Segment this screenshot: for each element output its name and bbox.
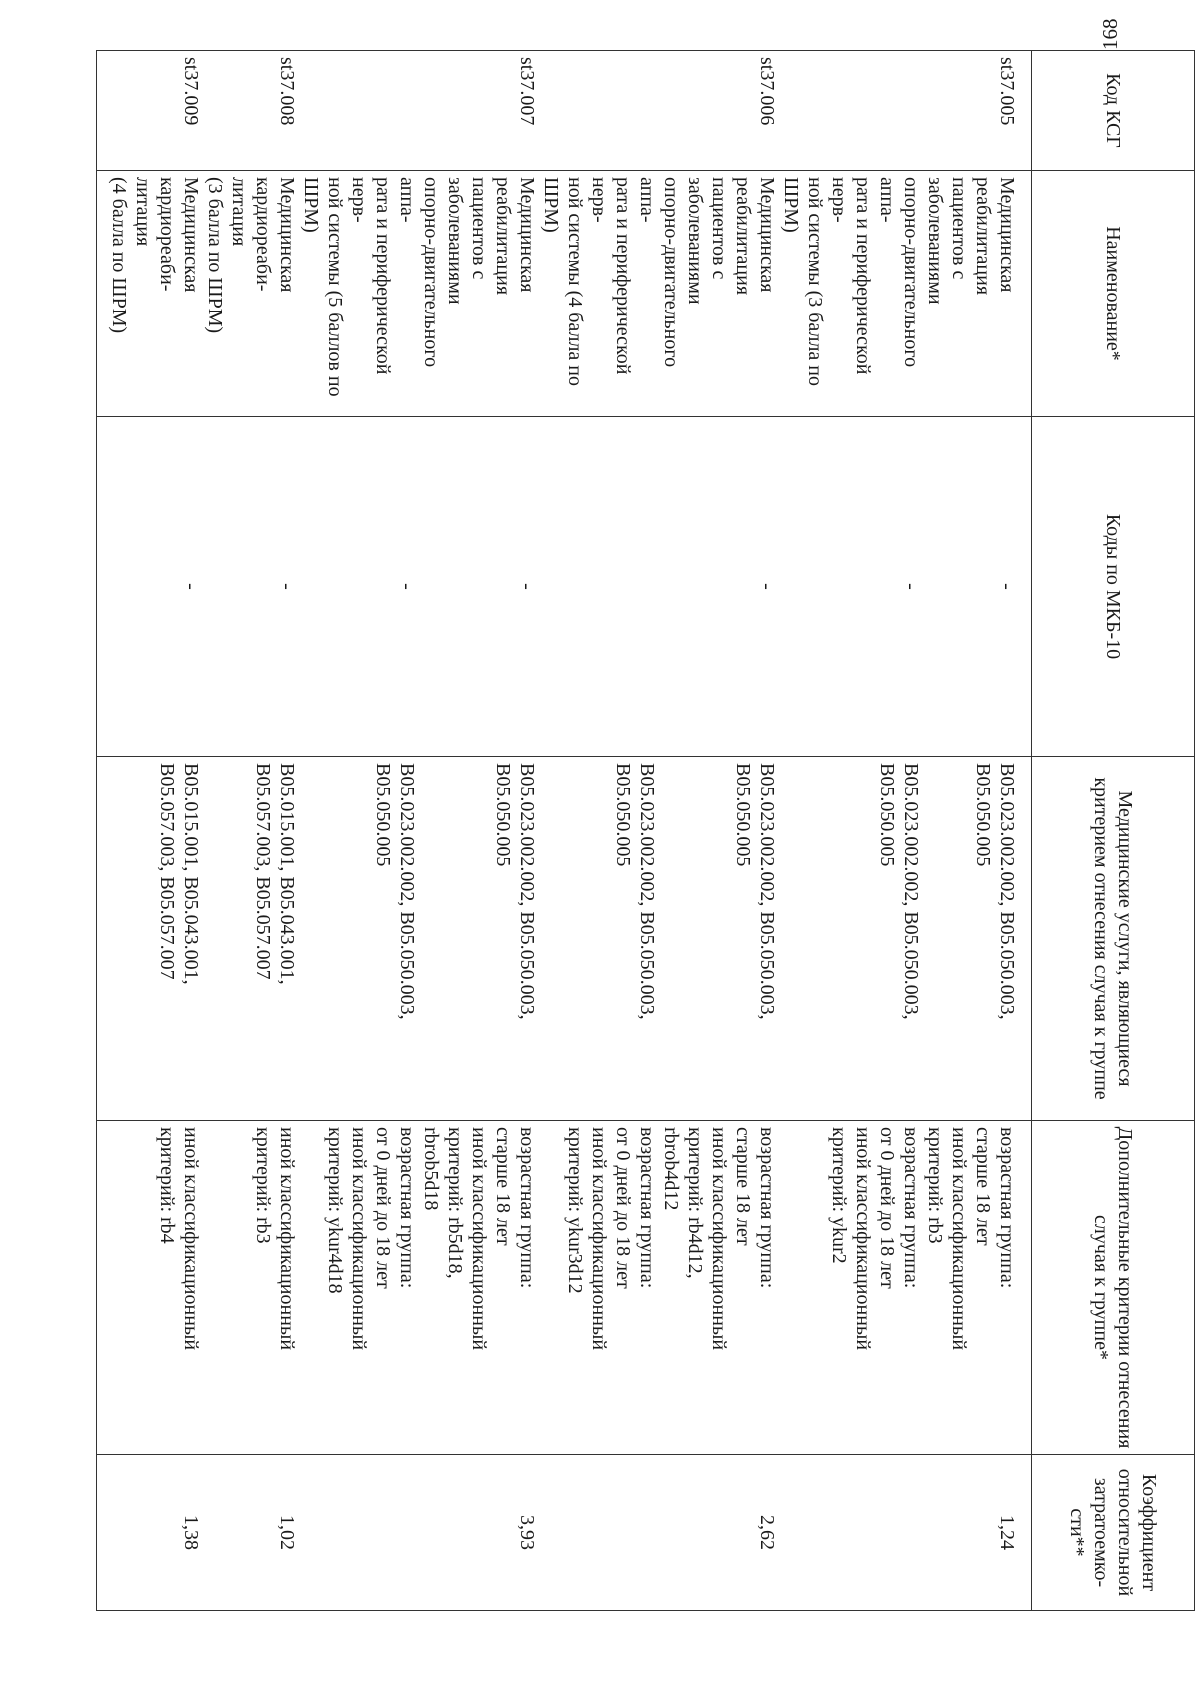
- criteria-line: критерий: ykur4d18: [324, 1127, 346, 1294]
- ksg-name-line: пациентов с заболеваниями: [924, 177, 970, 305]
- services-block: [155, 763, 203, 1114]
- service-line: B05.023.002.002, B05.050.003,: [516, 763, 538, 1020]
- header-coefficient: Коэффициент относительной затратоемко-сти**: [1032, 1455, 1195, 1611]
- criteria-line: возрастная группа:: [636, 1127, 658, 1289]
- ksg-code: st37.008: [276, 57, 298, 126]
- criteria-line: иной классификационный: [468, 1127, 490, 1351]
- criteria-block: [563, 1127, 659, 1448]
- criteria-block: [419, 1127, 539, 1448]
- services-block: [323, 763, 419, 1114]
- coefficient-value: 1,38: [180, 1515, 202, 1550]
- header-row: [1032, 51, 1195, 1611]
- ksg-name-line: ШРМ): [780, 177, 802, 233]
- ksg-code-cell: [203, 51, 299, 171]
- criteria-line: иной классификационный: [348, 1127, 370, 1351]
- criteria-line: старше 18 лет: [492, 1127, 514, 1246]
- service-line: B05.050.005: [612, 763, 634, 867]
- ksg-name-line: рата и периферической нерв-: [348, 177, 394, 375]
- ksg-name-line: пациентов с заболеваниями: [684, 177, 730, 305]
- ksg-name-line: литация: [228, 177, 250, 247]
- services-cell: [299, 757, 539, 1121]
- criteria-block: [251, 1127, 299, 1448]
- mkb-code: -: [180, 583, 202, 590]
- ksg-code: st37.007: [516, 57, 538, 126]
- service-line: B05.050.005: [876, 763, 898, 867]
- ksg-name-line: Медицинская реабилитация: [972, 177, 1018, 296]
- table-row: [539, 51, 779, 1611]
- ksg-code: st37.005: [996, 57, 1018, 126]
- mkb-code: -: [276, 583, 298, 590]
- table-row: [203, 51, 299, 1611]
- ksg-name-line: Медицинская реабилитация: [732, 177, 778, 296]
- criteria-line: иной классификационный: [588, 1127, 610, 1351]
- ksg-name: [203, 177, 299, 410]
- criteria-cell: [299, 1121, 539, 1455]
- ksg-name-cell: [299, 171, 539, 417]
- ksg-table: [96, 50, 1195, 1611]
- table-body: [97, 51, 1032, 1611]
- criteria-cell: [97, 1121, 204, 1455]
- rotated-table-sheet: [95, 50, 1195, 1610]
- criteria-line: возрастная группа:: [900, 1127, 922, 1289]
- service-line: B05.015.001, B05.043.001,: [180, 763, 202, 985]
- coefficient-value: 2,62: [756, 1515, 778, 1550]
- criteria-line: возрастная группа:: [756, 1127, 778, 1289]
- services-block: [563, 763, 659, 1114]
- ksg-name: [107, 177, 203, 410]
- criteria-line: старше 18 лет: [732, 1127, 754, 1246]
- ksg-name-line: ШРМ): [300, 177, 322, 233]
- service-line: B05.050.005: [972, 763, 994, 867]
- ksg-name-line: ШРМ): [540, 177, 562, 233]
- coefficient-value: 3,93: [516, 1515, 538, 1550]
- services-cell: [97, 757, 204, 1121]
- ksg-name-line: ной системы (3 балла по: [804, 177, 826, 387]
- criteria-line: возрастная группа:: [396, 1127, 418, 1289]
- ksg-name: [539, 177, 779, 410]
- service-line: B05.023.002.002, B05.050.003,: [900, 763, 922, 1020]
- mkb-code: -: [516, 583, 538, 590]
- service-line: B05.050.005: [732, 763, 754, 867]
- ksg-name-cell: [97, 171, 204, 417]
- service-line: B05.057.003, B05.057.007: [252, 763, 274, 980]
- ksg-name-cell: [779, 171, 1032, 417]
- ksg-name-line: опорно-двигательного аппа-: [636, 177, 682, 368]
- criteria-block: [155, 1127, 203, 1448]
- criteria-block: [323, 1127, 419, 1448]
- ksg-name-line: пациентов с заболеваниями: [444, 177, 490, 305]
- ksg-code-cell: [97, 51, 204, 171]
- service-line: B05.023.002.002, B05.050.003,: [756, 763, 778, 1020]
- criteria-line: критерий: rb4: [156, 1127, 178, 1244]
- service-line: B05.050.005: [492, 763, 514, 867]
- ksg-name-line: опорно-двигательного аппа-: [396, 177, 442, 368]
- criteria-cell: [539, 1121, 779, 1455]
- criteria-line: критерий: ykur2: [828, 1127, 850, 1264]
- ksg-name-line: рата и периферической нерв-: [828, 177, 874, 375]
- header-code: Код КСГ: [1032, 51, 1195, 171]
- criteria-cell: [203, 1121, 299, 1455]
- mkb-code: [563, 423, 659, 750]
- service-line: B05.023.002.002, B05.050.003,: [636, 763, 658, 1020]
- criteria-line: критерий: rb3: [252, 1127, 274, 1244]
- ksg-code: st37.009: [180, 57, 202, 126]
- ksg-code-cell: [539, 51, 779, 171]
- page-number: 168: [1098, 18, 1122, 50]
- criteria-line: критерий: ykur3d12: [564, 1127, 586, 1294]
- criteria-line: иной классификационный: [276, 1127, 298, 1351]
- criteria-line: rbrob5d18: [420, 1127, 442, 1211]
- coefficient-cell: [299, 1455, 539, 1611]
- criteria-cell: [779, 1121, 1032, 1455]
- ksg-name-line: рата и периферической нерв-: [588, 177, 634, 375]
- ksg-name-line: ной системы (5 баллов по: [324, 177, 346, 397]
- table-row: [779, 51, 1032, 1611]
- services-block: [923, 763, 1019, 1114]
- header-services: Медицинские услуги, являющиеся критерием отнесения случая к группе: [1032, 757, 1195, 1121]
- mkb-code: -: [756, 583, 778, 590]
- services-cell: [539, 757, 779, 1121]
- ksg-name-line: (4 балла по ШРМ): [108, 177, 130, 334]
- ksg-name-line: ной системы (4 балла по: [564, 177, 586, 387]
- mkb-codes-cell: [299, 417, 539, 757]
- services-cell: [779, 757, 1032, 1121]
- ksg-name-cell: [203, 171, 299, 417]
- criteria-line: rbrob4d12: [660, 1127, 682, 1211]
- mkb-codes-cell: [203, 417, 299, 757]
- criteria-line: от 0 дней до 18 лет: [876, 1127, 898, 1289]
- mkb-codes-cell: [539, 417, 779, 757]
- criteria-line: иной классификационный: [708, 1127, 730, 1351]
- table-row: [299, 51, 539, 1611]
- mkb-code: -: [396, 583, 418, 590]
- service-line: B05.023.002.002, B05.050.003,: [396, 763, 418, 1020]
- criteria-line: возрастная группа:: [996, 1127, 1018, 1289]
- ksg-name-line: опорно-двигательного аппа-: [876, 177, 922, 368]
- criteria-line: иной классификационный: [180, 1127, 202, 1351]
- ksg-code: st37.006: [756, 57, 778, 126]
- mkb-codes-cell: [779, 417, 1032, 757]
- ksg-name-line: (3 балла по ШРМ): [204, 177, 226, 334]
- criteria-line: возрастная группа:: [516, 1127, 538, 1289]
- services-block: [251, 763, 299, 1114]
- coefficient-cell: [97, 1455, 204, 1611]
- service-line: B05.057.003, B05.057.007: [156, 763, 178, 980]
- mkb-codes-cell: [97, 417, 204, 757]
- service-line: B05.050.005: [372, 763, 394, 867]
- criteria-line: критерий: rb4d12,: [684, 1127, 706, 1279]
- header-criteria: Дополнительные критерии отнесения случая к группе*: [1032, 1121, 1195, 1455]
- header-mkb: Коды по МКБ-10: [1032, 417, 1195, 757]
- ksg-name-line: литация: [132, 177, 154, 247]
- services-block: [419, 763, 539, 1114]
- criteria-block: [923, 1127, 1019, 1448]
- criteria-line: иной классификационный: [948, 1127, 970, 1351]
- criteria-line: иной классификационный: [852, 1127, 874, 1351]
- criteria-line: старше 18 лет: [972, 1127, 994, 1246]
- services-block: [659, 763, 779, 1114]
- criteria-line: от 0 дней до 18 лет: [372, 1127, 394, 1289]
- service-line: B05.023.002.002, B05.050.003,: [996, 763, 1018, 1020]
- service-line: B05.015.001, B05.043.001,: [276, 763, 298, 985]
- ksg-name-cell: [539, 171, 779, 417]
- ksg-code-cell: [779, 51, 1032, 171]
- header-name: Наименование*: [1032, 171, 1195, 417]
- table-row: [97, 51, 204, 1611]
- coefficient-cell: [539, 1455, 779, 1611]
- criteria-line: критерий: rb3: [924, 1127, 946, 1244]
- criteria-block: [827, 1127, 923, 1448]
- services-block: [827, 763, 923, 1114]
- ksg-name-line: Медицинская кардиореаби-: [252, 177, 298, 293]
- coefficient-cell: [203, 1455, 299, 1611]
- ksg-code-cell: [299, 51, 539, 171]
- coefficient-cell: [779, 1455, 1032, 1611]
- mkb-code: -: [900, 583, 922, 590]
- criteria-line: от 0 дней до 18 лет: [612, 1127, 634, 1289]
- coefficient-value: 1,24: [996, 1515, 1018, 1550]
- ksg-name: [779, 177, 1019, 410]
- services-cell: [203, 757, 299, 1121]
- ksg-name: [299, 177, 539, 410]
- coefficient-value: 1,02: [276, 1515, 298, 1550]
- criteria-block: [659, 1127, 779, 1448]
- mkb-code: -: [996, 583, 1018, 590]
- criteria-line: критерий: rb5d18,: [444, 1127, 466, 1279]
- ksg-name-line: Медицинская кардиореаби-: [156, 177, 202, 293]
- ksg-name-line: Медицинская реабилитация: [492, 177, 538, 296]
